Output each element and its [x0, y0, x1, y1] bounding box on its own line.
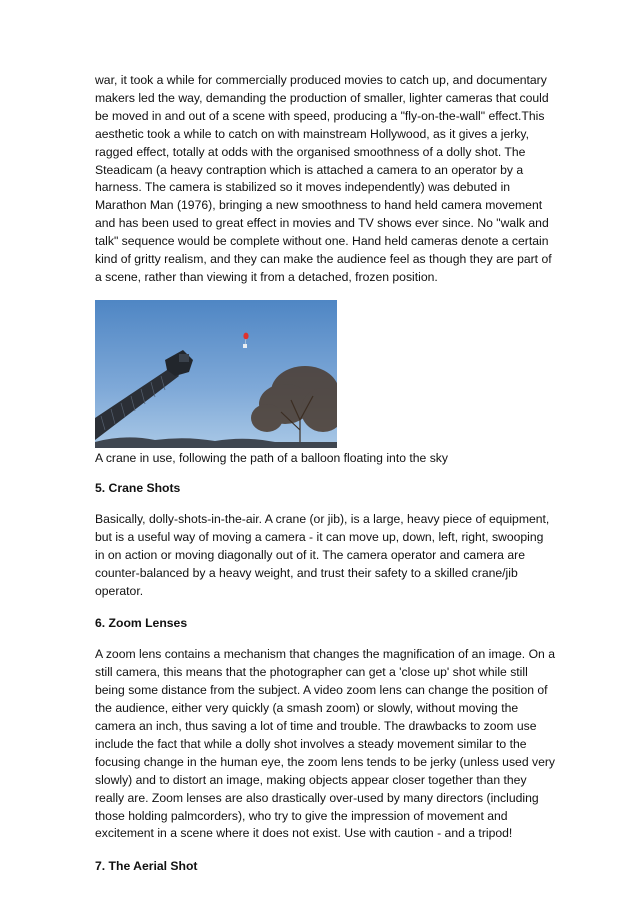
image-caption: A crane in use, following the path of a balloon floating into the sky: [95, 450, 448, 465]
section-heading-crane-shots: 5. Crane Shots: [95, 480, 181, 495]
crane-shots-paragraph: Basically, dolly-shots-in-the-air. A crane (or jib), is a large, heavy piece of equipment, but is a useful way of moving a camera - it can move up, down, left, right, swooping in on action or moving diagonally out of it. The camera operator and camera are counter-balanced by a heavy weight, and trust their safety to a skilled crane/jib operator.: [95, 511, 550, 598]
intro-paragraph: war, it took a while for commercially produced movies to catch up, and documentary makers led the way, demanding the production of smaller, lighter cameras that could be moved in and out of a scene with speed, producing a "fly-on-the-wall" effect.This aesthetic took a while to catch on with mainstream Hollywood, as it gives a jerky, ragged effect, totally at odds with the organised smoothness of a dolly shot. The Steadicam (a heavy contraption which is attached a camera to an operator by a harness. The camera is stabilized so it moves independently) was debuted in Marathon Man (1976), bringing a new smoothness to hand held camera movement and has been used to great effect in movies and TV shows ever since. No "walk and talk" sequence would be complete without one. Hand held cameras denote a certain kind of gritty realism, and they can make the audience feel as though they are part of a scene, rather than viewing it from a detached, frozen position.: [95, 73, 552, 284]
zoom-lenses-paragraph: A zoom lens contains a mechanism that changes the magnification of an image. On a still camera, this means that the photographer can get a 'close up' shot while still being some distance from the subject. A video zoom lens can change the position of the audience, either very quickly (a smash zoom) or slowly, without moving the camera an inch, thus saving a lot of time and trouble. The drawbacks to zoom use include the fact that while a dolly shot involves a steady movement similar to the focusing change in the human eye, the zoom lens tends to be jerky (unless used very slowly) and to distort an image, making objects appear closer together than they really are. Zoom lenses are also drastically over-used by many directors (including those holding palmcorders), who try to give the impression of movement and excitement in a scene where it does not exist. Use with caution - and a tripod!: [95, 647, 556, 841]
section-heading-aerial-shot: 7. The Aerial Shot: [95, 859, 198, 874]
section-heading-zoom-lenses: 6. Zoom Lenses: [95, 616, 188, 631]
crane-balloon-image: [95, 300, 337, 448]
crane-photo: [95, 300, 337, 448]
document-page: [95, 72, 555, 875]
